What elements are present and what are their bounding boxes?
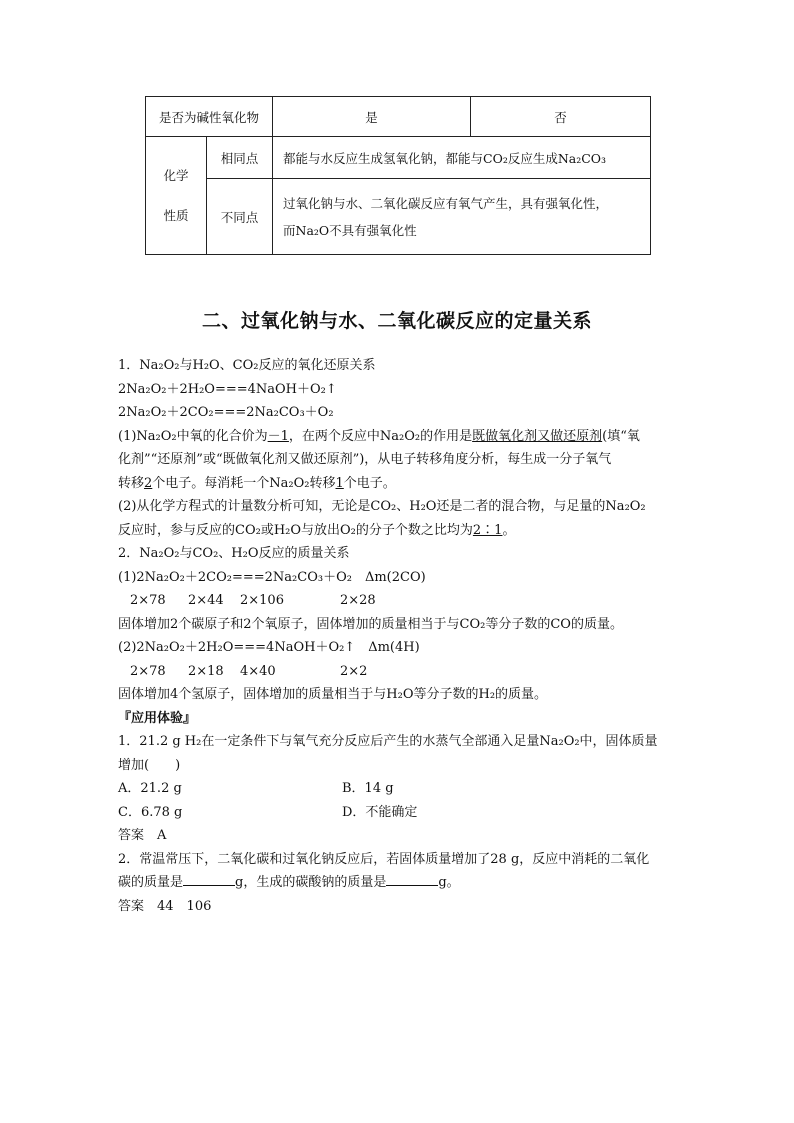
answer-role: 既做氧化剂又做还原剂	[472, 428, 603, 444]
answer-ratio: 2∶1	[472, 522, 503, 538]
part1-para1-line2: 化剂”“还原剂”或“既做氧化剂又做还原剂”)，从电子转移角度分析，每生成一分子氧气	[118, 452, 612, 467]
text-fragment: 反应时，参与反应的CO₂或H₂O与放出O₂的分子个数之比均为	[118, 522, 473, 538]
calc-value: 4×40	[240, 663, 276, 679]
answer-electrons-per-o2: 2	[144, 475, 153, 491]
question1-options-row2	[118, 801, 678, 825]
text-fragment: ，在两个反应中Na₂O₂的作用是	[288, 428, 473, 444]
group-label-chemical-properties	[146, 137, 207, 255]
section-title: 二、过氧化钠与水、二氧化碳反应的定量关系	[201, 310, 592, 332]
part2-note2: 固体增加4个氢原子，固体增加的质量相当于与H₂O等分子数的H₂的质量。	[118, 687, 548, 702]
calc-value: 2×2	[340, 663, 368, 679]
practice-heading: 『应用体验』	[118, 710, 197, 726]
part1-heading: 1．Na₂O₂与H₂O、CO₂反应的氧化还原关系	[118, 358, 376, 373]
calc-value: 2×18	[188, 663, 224, 679]
text-fragment: 个电子。	[343, 475, 396, 491]
text-fragment: 转移	[118, 475, 145, 491]
comparison-table	[145, 96, 651, 255]
part2-calc2	[118, 660, 678, 684]
calc-value: 2×28	[340, 593, 376, 608]
cell-difference-text	[273, 179, 651, 255]
question1-line2: 增加( )	[118, 757, 181, 773]
section-body	[118, 354, 678, 918]
part1-equation-co2: 2Na₂O₂＋2CO₂===2Na₂CO₃＋O₂	[118, 405, 334, 420]
part1-para1-line3	[118, 472, 678, 496]
text-fragment: (1)Na₂O₂中氧的化合价为	[118, 428, 268, 444]
answer-blank	[183, 871, 235, 886]
text-fragment: g。	[438, 875, 460, 890]
label-difference: 不同点	[207, 179, 273, 255]
calc-value: 2×44	[188, 593, 224, 608]
option-c: C．6.78 g	[118, 804, 183, 820]
group-label-line1: 化学	[163, 167, 189, 183]
calc-value: 2×78	[130, 593, 166, 608]
option-d: D．不能确定	[342, 804, 418, 820]
calc-value: 2×78	[130, 663, 166, 679]
answer-electrons-per-na2o2: 1	[335, 475, 344, 491]
label-similarity: 相同点	[207, 137, 273, 179]
question1-options-row1	[118, 777, 678, 801]
row-label-basic-oxide: 是否为碱性氧化物	[146, 97, 273, 137]
part2-equation2: (2)2Na₂O₂＋2H₂O===4NaOH＋O₂↑ Δm(4H)	[118, 640, 420, 655]
part2-equation1: (1)2Na₂O₂＋2CO₂===2Na₂CO₃＋O₂ Δm(2CO)	[118, 569, 426, 585]
part1-para2-line1: (2)从化学方程式的计量数分析可知，无论是CO₂、H₂O还是二者的混合物，与足量的Na₂O₂	[118, 499, 646, 514]
question1-answer: 答案 A	[118, 828, 167, 843]
question1-line1: 1．21.2 g H₂在一定条件下与氧气充分反应后产生的水蒸气全部通入足量Na₂O₂中，固体质量	[118, 734, 658, 749]
part2-heading: 2．Na₂O₂与CO₂、H₂O反应的质量关系	[118, 546, 350, 561]
part2-calc1	[118, 589, 678, 613]
answer-valence: －1	[267, 428, 289, 444]
part1-equation-water: 2Na₂O₂＋2H₂O===4NaOH＋O₂↑	[118, 381, 337, 397]
text-fragment: 。	[502, 522, 516, 538]
part1-para2-line2	[118, 519, 678, 543]
option-a: A．21.2 g	[118, 781, 182, 796]
question2-answer: 答案 44 106	[118, 898, 212, 914]
difference-line2: 而Na₂O不具有强氧化性	[283, 222, 417, 238]
text-fragment: g，生成的碳酸钠的质量是	[235, 875, 387, 890]
question2-line1: 2．常温常压下，二氧化碳和过氧化钠反应后，若固体质量增加了28 g，反应中消耗的二氧化	[118, 851, 650, 867]
answer-blank	[386, 871, 438, 886]
part2-note1: 固体增加2个碳原子和2个氧原子，固体增加的质量相当于与CO₂等分子数的CO的质量。	[118, 616, 623, 632]
option-b: B．14 g	[342, 781, 394, 796]
group-label-line2: 性质	[163, 207, 189, 223]
cell-na2o-answer: 是	[273, 97, 471, 137]
part1-para1-line1	[118, 425, 678, 449]
calc-value: 2×106	[240, 593, 284, 608]
cell-na2o2-answer: 否	[471, 97, 651, 137]
cell-similarity-text: 都能与水反应生成氢氧化钠，都能与CO₂反应生成Na₂CO₃	[273, 137, 651, 179]
difference-line1: 过氧化钠与水、二氧化碳反应有氧气产生，具有强氧化性，	[283, 195, 609, 211]
question2-line2	[118, 871, 678, 895]
text-fragment: (填“氧	[602, 428, 640, 444]
text-fragment: 个电子。每消耗一个Na₂O₂转移	[152, 475, 336, 491]
text-fragment: 碳的质量是	[118, 875, 184, 890]
